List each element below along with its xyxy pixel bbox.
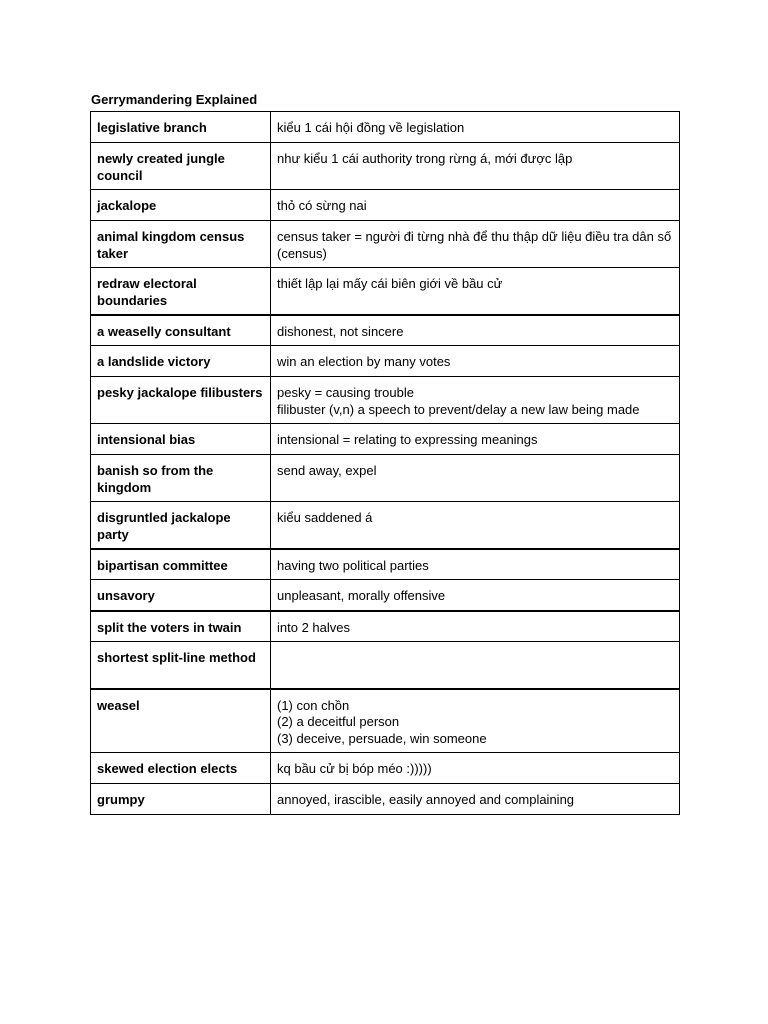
term-cell: shortest split-line method (91, 642, 271, 689)
table-row (91, 221, 680, 268)
term-cell: skewed election elects (91, 753, 271, 784)
term-cell: bipartisan committee (91, 549, 271, 580)
table-row (91, 190, 680, 221)
definition-cell: annoyed, irascible, easily annoyed and complaining (271, 784, 680, 815)
table-row (91, 580, 680, 611)
table-row (91, 315, 680, 346)
table-row (91, 268, 680, 315)
document-title: Gerrymandering Explained (91, 92, 258, 107)
table-row (91, 502, 680, 549)
definition-cell: thiết lập lại mấy cái biên giới về bầu cử (271, 268, 680, 315)
term-cell: newly created jungle council (91, 143, 271, 190)
definition-cell: win an election by many votes (271, 346, 680, 377)
term-cell: weasel (91, 689, 271, 753)
term-cell: split the voters in twain (91, 611, 271, 642)
vocabulary-table-body (91, 112, 680, 815)
term-cell: banish so from the kingdom (91, 455, 271, 502)
table-row (91, 753, 680, 784)
definition-cell: kiểu saddened á (271, 502, 680, 549)
definition-cell: census taker = người đi từng nhà để thu thập dữ liệu điều tra dân số (census) (271, 221, 680, 268)
definition-cell: send away, expel (271, 455, 680, 502)
table-row (91, 112, 680, 143)
table-row (91, 784, 680, 815)
table-row (91, 642, 680, 689)
definition-cell: như kiểu 1 cái authority trong rừng á, mới được lập (271, 143, 680, 190)
term-cell: intensional bias (91, 424, 271, 455)
term-cell: disgruntled jackalope party (91, 502, 271, 549)
table-row (91, 143, 680, 190)
definition-cell: (1) con chồn (2) a deceitful person (3) deceive, persuade, win someone (271, 689, 680, 753)
term-cell: jackalope (91, 190, 271, 221)
definition-cell: intensional = relating to expressing meanings (271, 424, 680, 455)
table-row (91, 689, 680, 753)
term-cell: grumpy (91, 784, 271, 815)
definition-cell: having two political parties (271, 549, 680, 580)
term-cell: a landslide victory (91, 346, 271, 377)
definition-cell: dishonest, not sincere (271, 315, 680, 346)
table-row (91, 377, 680, 424)
definition-cell (271, 642, 680, 689)
term-cell: pesky jackalope filibusters (91, 377, 271, 424)
table-row (91, 424, 680, 455)
table-row (91, 611, 680, 642)
definition-cell: thỏ có sừng nai (271, 190, 680, 221)
definition-cell: kq bầu cử bị bóp méo :))))) (271, 753, 680, 784)
term-cell: unsavory (91, 580, 271, 611)
term-cell: redraw electoral boundaries (91, 268, 271, 315)
vocabulary-table (90, 111, 680, 815)
term-cell: a weaselly consultant (91, 315, 271, 346)
definition-cell: into 2 halves (271, 611, 680, 642)
definition-cell: unpleasant, morally offensive (271, 580, 680, 611)
table-row (91, 455, 680, 502)
definition-cell: kiểu 1 cái hội đồng về legislation (271, 112, 680, 143)
table-row (91, 346, 680, 377)
definition-cell: pesky = causing trouble filibuster (v,n) a speech to prevent/delay a new law being made (271, 377, 680, 424)
table-row (91, 549, 680, 580)
term-cell: legislative branch (91, 112, 271, 143)
term-cell: animal kingdom census taker (91, 221, 271, 268)
